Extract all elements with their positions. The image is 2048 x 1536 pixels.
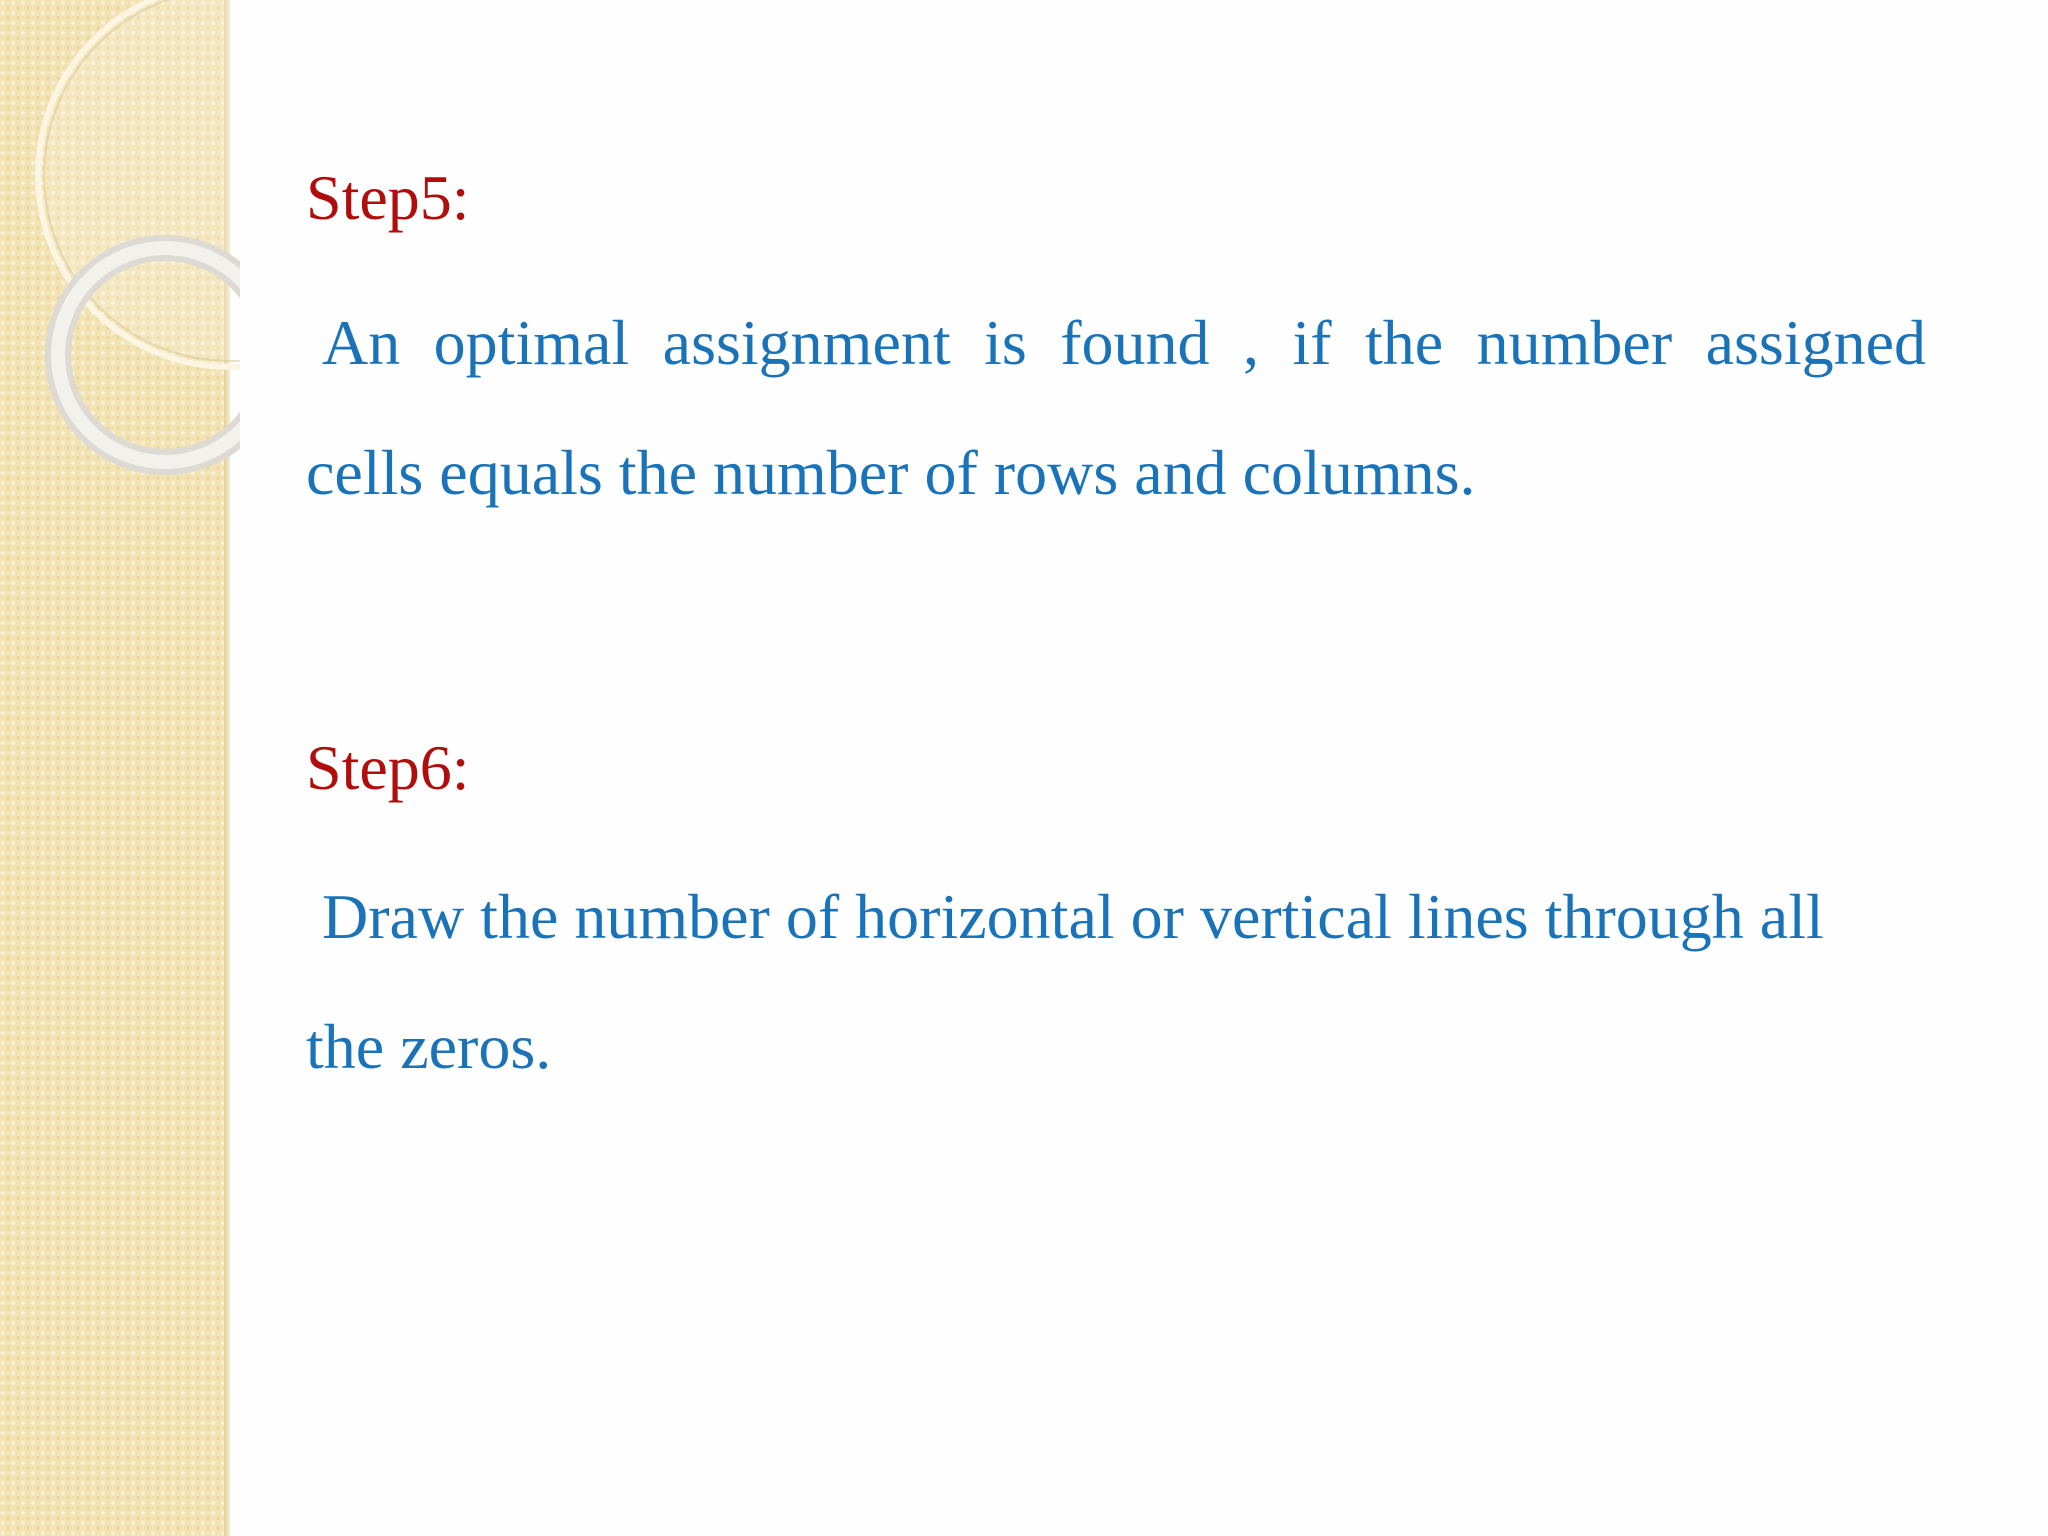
step5-heading: Step5: bbox=[306, 162, 470, 233]
step6-paragraph bbox=[306, 852, 1926, 1112]
step6-body bbox=[306, 852, 1926, 1112]
step5-block bbox=[306, 158, 1926, 238]
step6-block bbox=[306, 728, 1926, 808]
decorative-rings bbox=[0, 0, 240, 520]
step5-paragraph bbox=[306, 278, 1926, 538]
step6-heading: Step6: bbox=[306, 732, 470, 803]
step5-line1: An optimal assignment is found , if the number assigned bbox=[322, 307, 1926, 378]
step5-body bbox=[306, 278, 1926, 538]
step6-line1: Draw the number of horizontal or vertical lines through all bbox=[322, 881, 1824, 952]
step5-line2: cells equals the number of rows and columns. bbox=[306, 437, 1476, 508]
step6-line2: the zeros. bbox=[306, 1011, 552, 1082]
